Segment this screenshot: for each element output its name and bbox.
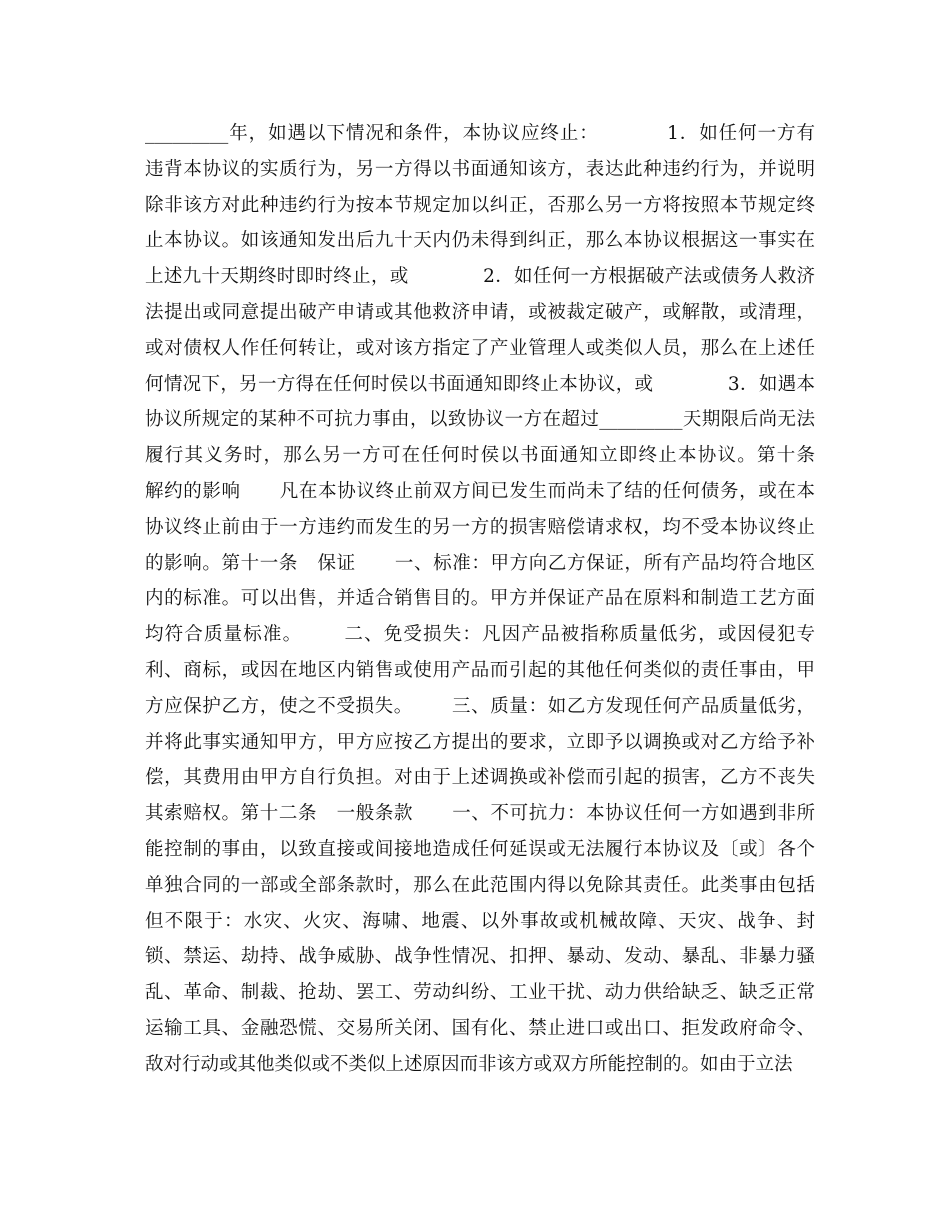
text-line: 何情况下，另一方得在任何时侯以书面通知即终止本协议，或 3．如遇本 (145, 373, 815, 395)
text-line: 偿，其费用由甲方自行负担。对由于上述调换或补偿而引起的损害，乙方不丧失 (145, 767, 815, 789)
text-line: 内的标准。可以出售，并适合销售目的。甲方并保证产品在原料和制造工艺方面 (145, 588, 815, 610)
text-line: _________年，如遇以下情况和条件，本协议应终止： 1．如任何一方有 (145, 123, 815, 144)
text-line: 法提出或同意提出破产申请或其他救济申请，或被裁定破产，或解散，或清理， (145, 301, 815, 323)
text-line: 的影响。第十一条 保证 一、标准：甲方向乙方保证，所有产品均符合地区 (145, 552, 815, 574)
text-line: 上述九十天期终时即时终止，或 2．如任何一方根据破产法或债务人救济 (145, 266, 815, 288)
text-line: 能控制的事由，以致直接或间接地造成任何延误或无法履行本协议及〔或〕各个 (145, 838, 815, 860)
text-line: 协议终止前由于一方违约而发生的另一方的损害赔偿请求权，均不受本协议终止 (145, 516, 815, 538)
text-line: 均符合质量标准。 二、免受损失：凡因产品被指称质量低劣，或因侵犯专 (145, 624, 815, 646)
text-line: 单独合同的一部或全部条款时，那么在此范围内得以免除其责任。此类事由包括 (145, 874, 815, 896)
text-line: 履行其义务时，那么另一方可在任何时侯以书面通知立即终止本协议。第十条 (145, 445, 815, 467)
text-line: 方应保护乙方，使之不受损失。 三、质量：如乙方发现任何产品质量低劣， (145, 695, 815, 717)
text-line: 乱、革命、制裁、抢劫、罢工、劳动纠纷、工业干扰、动力供给缺乏、缺乏正常 (145, 982, 815, 1004)
text-line: 或对债权人作任何转让，或对该方指定了产业管理人或类似人员，那么在上述任 (145, 337, 815, 359)
text-line: 协议所规定的某种不可抗力事由，以致协议一方在超过_________天期限后尚无法 (145, 409, 815, 431)
text-line: 利、商标，或因在地区内销售或使用产品而引起的其他任何类似的责任事由，甲 (145, 659, 815, 681)
text-line: 但不限于：水灾、火灾、海啸、地震、以外事故或机械故障、天灾、战争、封 (145, 910, 815, 932)
text-line: 解约的影响 凡在本协议终止前双方间已发生而尚未了结的任何债务，或在本 (145, 480, 815, 502)
text-line: 运输工具、金融恐慌、交易所关闭、国有化、禁止进口或出口、拒发政府命令、 (145, 1017, 815, 1039)
text-line: 锁、禁运、劫持、战争威胁、战争性情况、扣押、暴动、发动、暴乱、非暴力骚 (145, 946, 815, 968)
body-text (145, 116, 815, 1083)
text-line: 并将此事实通知甲方，甲方应按乙方提出的要求，立即予以调换或对乙方给予补 (145, 731, 815, 753)
text-line: 止本协议。如该通知发出后九十天内仍未得到纠正，那么本协议根据这一事实在 (145, 230, 815, 252)
text-line: 敌对行动或其他类似或不类似上述原因而非该方或双方所能控制的。如由于立法 (145, 1053, 793, 1075)
text-line: 违背本协议的实质行为，另一方得以书面通知该方，表达此种违约行为，并说明 (145, 158, 815, 180)
text-line: 其索赔权。第十二条 一般条款 一、不可抗力：本协议任何一方如遇到非所 (145, 803, 815, 825)
text-line: 除非该方对此种违约行为按本节规定加以纠正，否那么另一方将按照本节规定终 (145, 194, 815, 216)
